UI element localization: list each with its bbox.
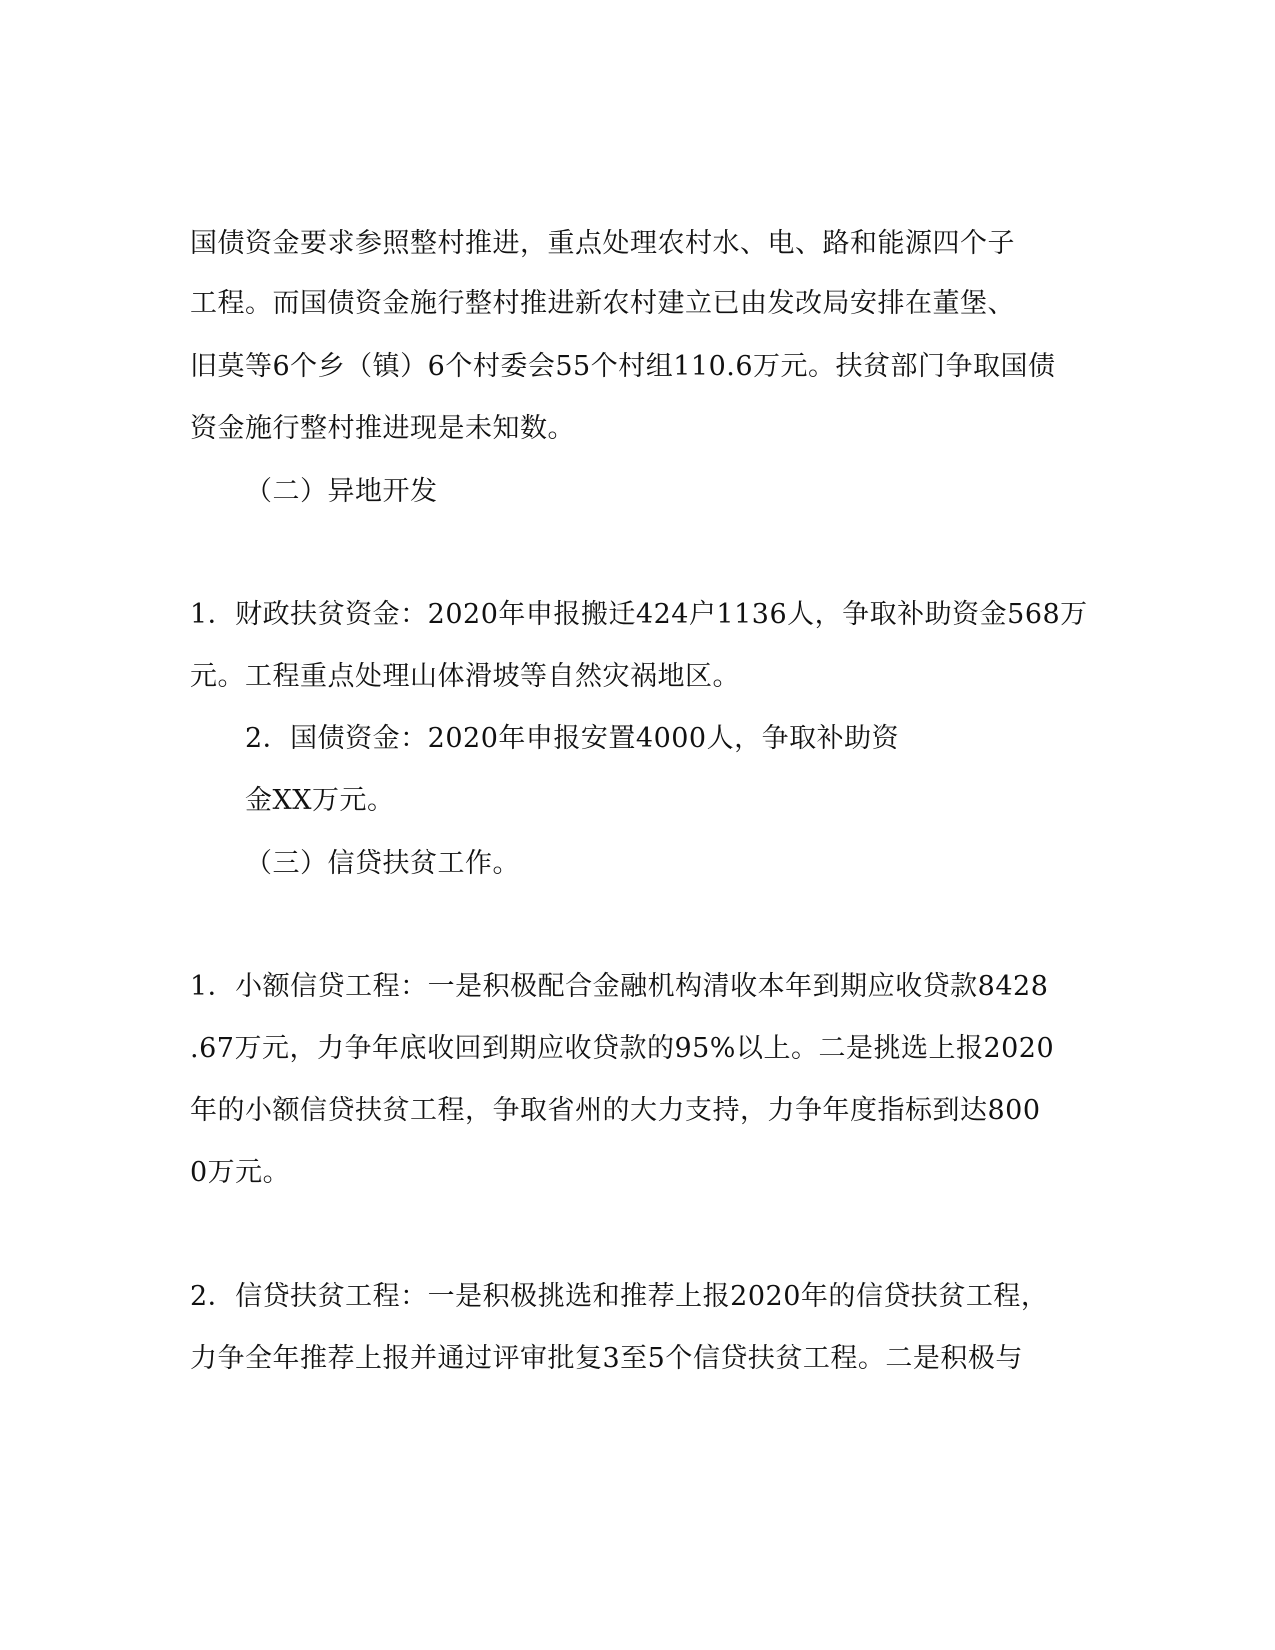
paragraph-line-7: 2．国债资金：2020年申报安置4000人，争取补助资 [245,723,900,754]
section-heading-3: （三）信贷扶贫工作。 [245,848,520,879]
section-heading-2: （二）异地开发 [245,476,438,507]
paragraph-line-4: 资金施行整村推进现是未知数。 [190,413,575,444]
paragraph-line-13: 2．信贷扶贫工程：一是积极挑选和推荐上报2020年的信贷扶贫工程， [190,1281,1049,1312]
paragraph-line-14: 力争全年推荐上报并通过评审批复3至5个信贷扶贫工程。二是积极与 [190,1343,1023,1374]
paragraph-line-2: 工程。而国债资金施行整村推进新农村建立已由发改局安排在董堡、 [190,288,1015,319]
paragraph-line-10: .67万元，力争年底收回到期应收贷款的95%以上。二是挑选上报2020 [190,1033,1055,1064]
paragraph-line-8: 金XX万元。 [245,785,395,816]
paragraph-line-12: 0万元。 [190,1157,291,1188]
paragraph-line-6: 元。工程重点处理山体滑坡等自然灾祸地区。 [190,661,740,692]
paragraph-line-11: 年的小额信贷扶贫工程，争取省州的大力支持，力争年度指标到达800 [190,1095,1041,1126]
paragraph-line-3: 旧莫等6个乡（镇）6个村委会55个村组110.6万元。扶贫部门争取国债 [190,351,1056,382]
paragraph-line-9: 1．小额信贷工程：一是积极配合金融机构清收本年到期应收贷款8428 [190,971,1049,1002]
paragraph-line-5: 1．财政扶贫资金：2020年申报搬迁424户1136人，争取补助资金568万 [190,599,1088,630]
paragraph-line-1: 国债资金要求参照整村推进，重点处理农村水、电、路和能源四个子 [190,228,1015,259]
